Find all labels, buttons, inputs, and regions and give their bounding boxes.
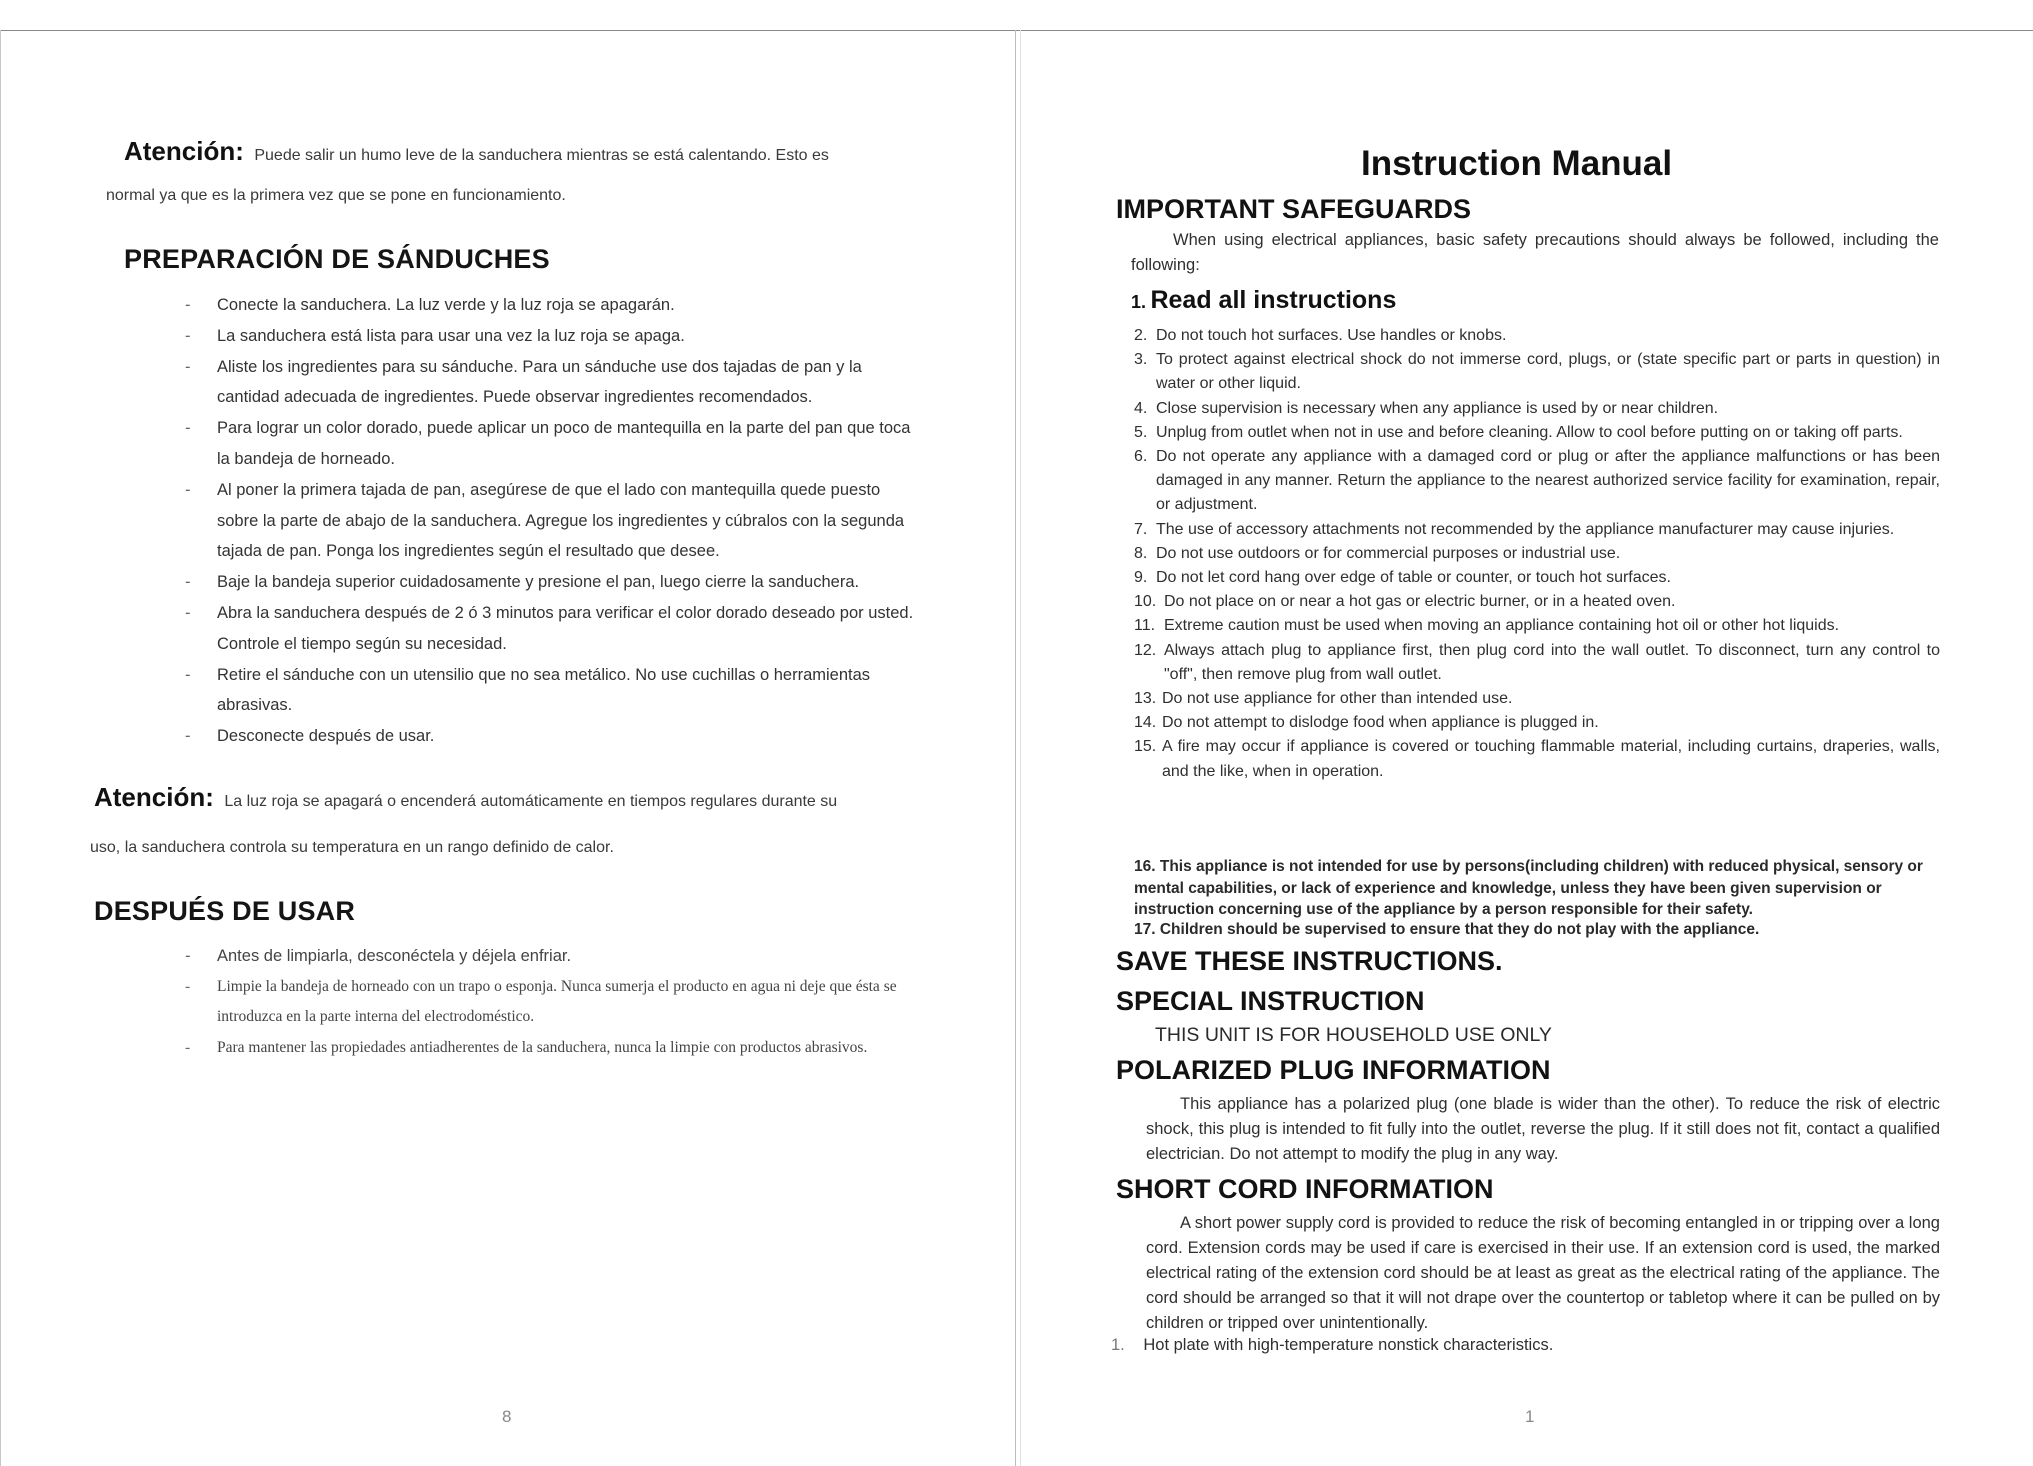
household-use-notice: THIS UNIT IS FOR HOUSEHOLD USE ONLY [1155,1024,1552,1046]
item-number: 11. [1134,617,1156,635]
list-item [1134,711,1940,735]
attention-note-2 [94,782,924,813]
item-number: 14. [1134,714,1157,732]
dash-marker: - [185,357,191,376]
dash-marker: - [185,480,191,499]
list-item-text: Always attach plug to appliance first, then plug cord into the wall outlet. To disconnect, turn any control to "off", then remove plug from wall outlet. [1164,641,1940,683]
attention-text-line2: uso, la sanduchera controla su temperatura en un rango definido de calor. [90,839,614,856]
attention-label: Atención: [124,136,244,166]
list-item [1134,566,1940,590]
list-item-text: Unplug from outlet when not in use and before cleaning. Allow to cool before putting on or taking off parts. [1156,423,1903,441]
list-item-text: La sanduchera está lista para usar una vez la luz roja se apaga. [217,326,685,345]
list-item-text: Do not operate any appliance with a damaged cord or plug or after the appliance malfunctions or has been damaged in any manner. Return the appliance to the nearest authorized service facility for examination, repair, or adjustment. [1156,448,1940,514]
after-use-heading: DESPUÉS DE USAR [94,896,356,926]
item-number: 7. [1134,520,1148,538]
item-number: 4. [1134,399,1148,417]
list-item-text: Extreme caution must be used when moving an appliance containing hot oil or other hot liquids. [1164,617,1840,635]
attention-text-line1: La luz roja se apagará o encenderá automáticamente en tiempos regulares durante su [224,793,838,810]
list-item [185,567,915,598]
left-page [0,30,1015,1466]
item-number: 6. [1134,448,1148,466]
list-item-text: A fire may occur if appliance is covered or touching flammable material, including curtains, draperies, walls, and the like, when in operation. [1162,738,1940,780]
list-item [1134,590,1940,614]
safeguards-intro: When using electrical appliances, basic safety precautions should always be followed, including the following: [1131,231,1939,274]
item-number: 9. [1134,569,1148,587]
preparation-heading: PREPARACIÓN DE SÁNDUCHES [124,244,550,274]
list-item [1134,348,1940,396]
after-use-list [185,941,900,1063]
list-item-text: Do not use outdoors or for commercial purposes or industrial use. [1156,544,1621,562]
list-item [185,290,915,321]
special-instruction-heading: SPECIAL INSTRUCTION [1116,986,1425,1016]
list-item [185,598,915,660]
list-item [1134,324,1940,348]
list-item [1134,687,1940,711]
dash-marker: - [185,419,191,438]
dash-marker: - [185,573,191,592]
item-number: 13. [1134,690,1157,708]
feature-text: Hot plate with high-temperature nonstick characteristics. [1143,1336,1554,1354]
dash-marker: - [185,296,191,314]
safeguard-item-16: 16. This appliance is not intended for use by persons(including children) with reduced physical, sensory or mental capabilities, or lack of experience and knowledge, unless they have been given supervision or instruction concerning use of the appliance by a person responsible for their safety. [1134,858,1923,918]
list-item-text: Para lograr un color dorado, puede aplicar un poco de mantequilla en la parte del pan que toca la bandeja de horneado. [217,419,911,468]
attention-label: Atención: [94,782,214,812]
list-item-text: Conecte la sanduchera. La luz verde y la luz roja se apagarán. [217,296,675,314]
list-item-text: Limpie la bandeja de horneado con un trapo o esponja. Nunca sumerja el producto en agua ni deje que ésta se introduzca en la parte interna del electrodoméstico. [217,977,897,1025]
list-item-text: To protect against electrical shock do not immerse cord, plugs, or (state specific part or parts in question) in water or other liquid. [1156,351,1940,393]
polarized-plug-text: This appliance has a polarized plug (one blade is wider than the other). To reduce the risk of electric shock, this plug is intended to fit fully into the outlet, reverse the plug. If it still does not fit, contact a qualified electrician. Do not attempt to modify the plug in any way. [1146,1095,1940,1163]
list-item [185,475,915,567]
list-item-text: Baje la bandeja superior cuidadosamente y presione el pan, luego cierre la sanduchera. [217,573,860,592]
list-item [1134,397,1940,421]
safeguards-heading: IMPORTANT SAFEGUARDS [1116,194,1471,224]
read-all-instructions [1131,286,1396,315]
item-number: 2. [1134,327,1148,344]
list-item [1134,542,1940,566]
list-item-text: Para mantener las propiedades antiadherentes de la sanduchera, nunca la limpie con productos abrasivos. [217,1038,868,1056]
list-item-text: Abra la sanduchera después de 2 ó 3 minutos para verificar el color dorado deseado por usted. Controle el tiempo según su necesidad. [217,603,914,653]
list-item-text: Do not use appliance for other than intended use. [1162,690,1513,708]
list-item [1134,614,1940,638]
list-item-text: Antes de limpiarla, desconéctela y déjela enfriar. [217,947,572,965]
dash-marker: - [185,326,191,345]
list-item-text: Close supervision is necessary when any appliance is used by or near children. [1156,399,1719,417]
list-item [1134,421,1940,445]
list-item [185,352,915,414]
item-number: 5. [1134,423,1148,441]
list-item-text: Al poner la primera tajada de pan, asegúrese de que el lado con mantequilla quede puesto sobre la parte de abajo de la sanduchera. Agregue los ingredientes y cúbralos con la segunda tajada de pan. Ponga los ingredientes según el resultado que desee. [217,480,905,561]
item-number: 1. [1131,292,1147,312]
list-item [185,660,915,722]
safeguard-item-17: 17. Children should be supervised to ensure that they do not play with the appliance. [1134,921,1760,938]
list-item [185,972,900,1033]
list-item [1134,518,1940,542]
item-number: 1. [1111,1336,1125,1354]
dash-marker: - [185,665,191,684]
list-item [185,941,900,972]
list-item-text: Desconecte después de usar. [217,727,435,746]
attention-note-1 [124,136,924,167]
read-all-text: Read all instructions [1150,286,1397,314]
polarized-plug-heading: POLARIZED PLUG INFORMATION [1116,1055,1551,1085]
list-item [185,721,915,752]
feature-item [1111,1336,1553,1355]
preparation-list [185,290,915,752]
page-number: 8 [502,1407,512,1426]
short-cord-heading: SHORT CORD INFORMATION [1116,1174,1494,1204]
right-page [1021,30,2033,1466]
list-item-text: The use of accessory attachments not recommended by the appliance manufacturer may cause injuries. [1156,520,1895,538]
list-item-text: Aliste los ingredientes para su sánduche. Para un sánduche use dos tajadas de pan y la cantidad adecuada de ingredientes. Puede observar ingredientes recomendados. [217,357,862,407]
short-cord-text: A short power supply cord is provided to reduce the risk of becoming entangled in or tripping over a long cord. Extension cords may be used if care is exercised in their use. If an extension cord is used, the marked electrical rating of the extension cord should be at least as great as the electrical rating of the appliance. The cord should be arranged so that it will not drape over the countertop or tabletop where it can be pulled on by children or tripped over unintentionally. [1146,1214,1940,1332]
dash-marker: - [185,1038,191,1056]
list-item-text: Do not place on or near a hot gas or electric burner, or in a heated oven. [1164,593,1676,611]
list-item [185,413,915,475]
item-number: 3. [1134,351,1148,369]
page-gutter [1015,30,1016,1466]
list-item-text: Do not touch hot surfaces. Use handles or knobs. [1156,327,1507,344]
list-item-text: Retire el sánduche con un utensilio que no sea metálico. No use cuchillas o herramientas abrasivas. [217,665,871,715]
dash-marker: - [185,977,191,995]
dash-marker: - [185,947,191,965]
dash-marker: - [185,727,191,746]
list-item-text: Do not attempt to dislodge food when appliance is plugged in. [1162,714,1599,732]
page-title: Instruction Manual [1361,144,1673,183]
attention-text-line2: normal ya que es la primera vez que se pone en funcionamiento. [106,187,566,204]
list-item [1134,639,1940,687]
page-number: 1 [1525,1407,1535,1426]
dash-marker: - [185,603,191,622]
list-item [185,321,915,352]
item-number: 8. [1134,544,1148,562]
list-item-text: Do not let cord hang over edge of table or counter, or touch hot surfaces. [1156,569,1671,587]
item-number: 10. [1134,593,1157,611]
list-item [185,1033,900,1064]
list-item [1134,445,1940,518]
attention-text-line1: Puede salir un humo leve de la sanduchera mientras se está calentando. Esto es [254,147,829,164]
item-number: 12. [1134,641,1157,659]
list-item [1134,735,1940,783]
item-number: 15. [1134,738,1157,756]
save-instructions-heading: SAVE THESE INSTRUCTIONS. [1116,946,1503,976]
safeguards-list [1134,324,1940,784]
